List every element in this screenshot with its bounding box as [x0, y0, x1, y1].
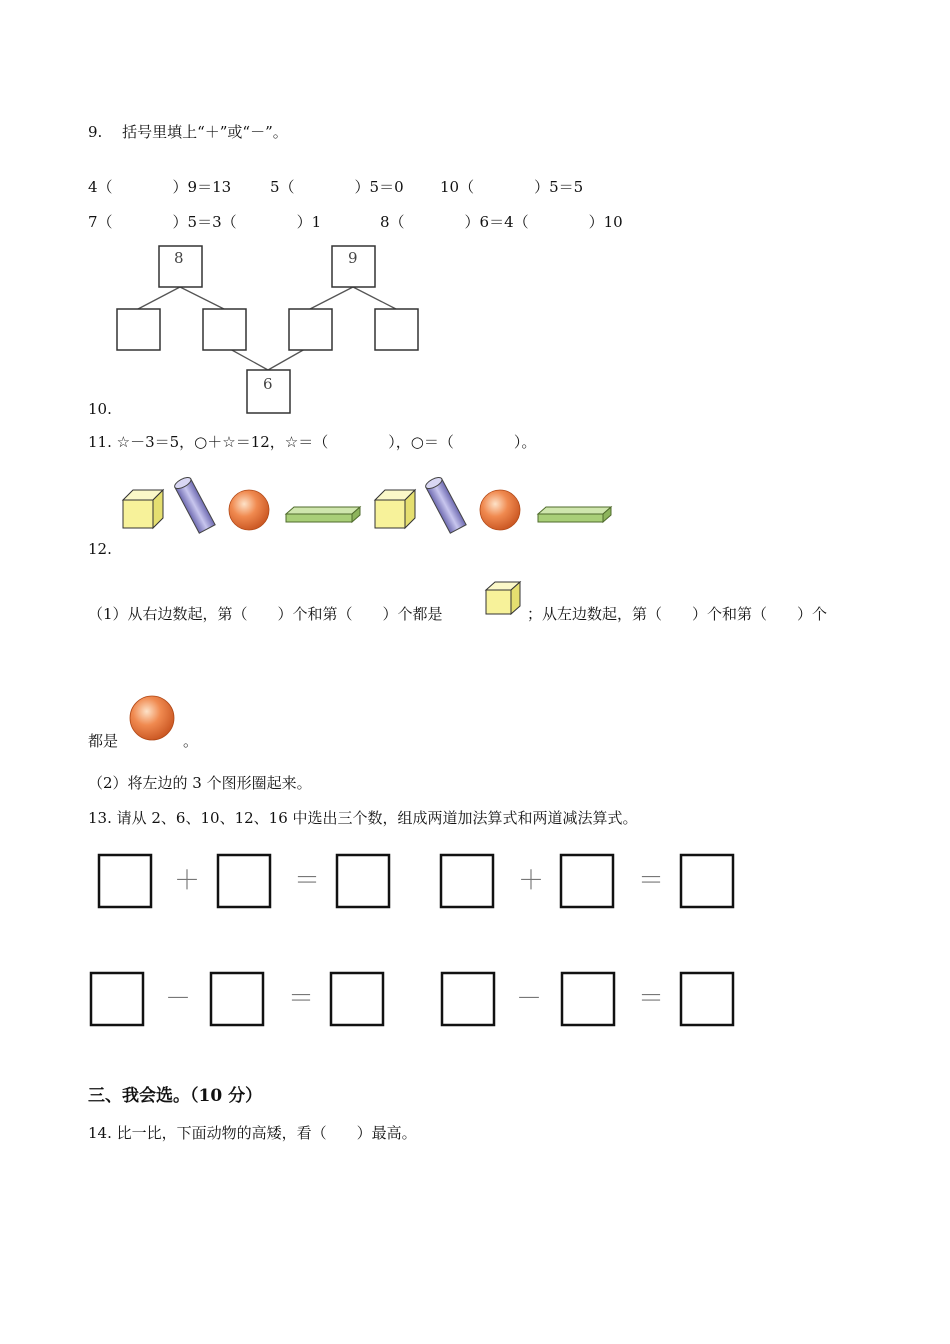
equals-sign: ＝ [638, 984, 665, 1014]
answer-box [91, 973, 143, 1025]
plus-sign: ＋ [174, 866, 201, 896]
answer-box [442, 973, 494, 1025]
minus-sign: － [165, 984, 192, 1014]
section-title: 三、我会选。（10 分） [88, 1086, 263, 1106]
q9-item-5: 8（ ）6＝4（ ）10 [380, 213, 623, 231]
q9-title: 9. 括号里填上“＋”或“－”。 [88, 123, 288, 141]
q12-number: 12. [88, 540, 112, 558]
q9-item-1: 4（ ）9＝13 [88, 178, 232, 196]
answer-box [561, 855, 613, 907]
answer-box [562, 973, 614, 1025]
minus-sign: － [516, 984, 543, 1014]
answer-box [99, 855, 151, 907]
plus-sign: ＋ [518, 866, 545, 896]
q12-part1-text-c: 都是 [88, 732, 119, 750]
equals-sign: ＝ [288, 984, 315, 1014]
q13-text: 13. 请从 2、6、10、12、16 中选出三个数，组成两道加法算式和两道减法算式。 [88, 809, 638, 827]
q10-top-left-number: 8 [174, 249, 184, 267]
q10-number: 10. [88, 400, 112, 418]
answer-box [441, 855, 493, 907]
equals-sign: ＝ [294, 866, 321, 896]
answer-box [218, 855, 270, 907]
q9-item-4: 7（ ）5＝3（ ）1 [88, 213, 322, 231]
equals-sign: ＝ [638, 866, 665, 896]
q9-item-3: 10（ ）5＝5 [440, 178, 584, 196]
q12-part2-text: （2）将左边的 3 个图形圈起来。 [88, 774, 312, 792]
q12-part1-text-a: （1）从右边数起，第（ ）个和第（ ）个都是 [88, 605, 443, 623]
q14-text: 14. 比一比，下面动物的高矮，看（ ）最高。 [88, 1124, 417, 1142]
answer-box [681, 973, 733, 1025]
answer-box [681, 855, 733, 907]
answer-box [337, 855, 389, 907]
q12-part1-end: 。 [183, 732, 199, 750]
answer-box [211, 973, 263, 1025]
answer-box [331, 973, 383, 1025]
q10-bottom-number: 6 [263, 375, 273, 393]
q12-part1-text-b: ；从左边数起，第（ ）个和第（ ）个 [527, 605, 828, 623]
q11-text: 11. ☆－3＝5，○＋☆＝12，☆＝（ ），○＝（ ）。 [88, 433, 537, 451]
q9-item-2: 5（ ）5＝0 [270, 178, 404, 196]
q10-top-right-number: 9 [348, 249, 358, 267]
